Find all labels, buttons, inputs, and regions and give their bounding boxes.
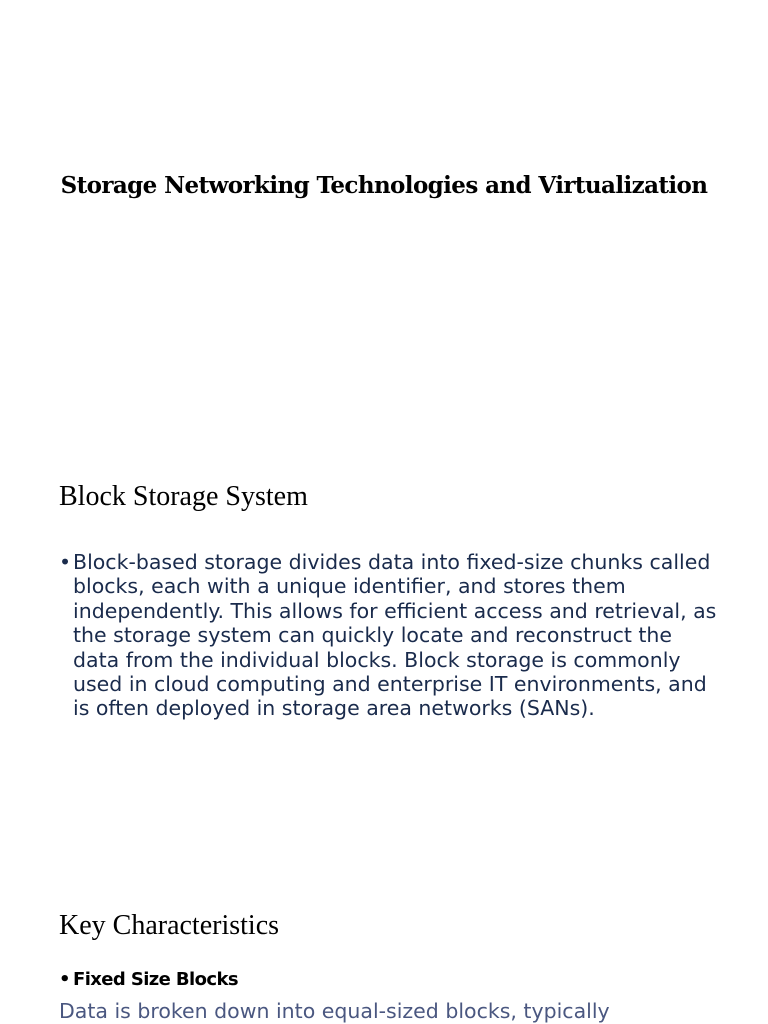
document-title: Storage Networking Technologies and Virtualization xyxy=(60,172,708,199)
bullet-marker: • xyxy=(59,550,72,574)
block-storage-bullet-list xyxy=(59,550,719,721)
block-storage-description: Block-based storage divides data into fixed-size chunks called blocks, each with a unique identifier, and stores them independently. This allows for efficient access and retrieval, as the storage system can quickly locate and reconstruct the data from the individual blocks. Block storage is commonly used in cloud computing and enterprise IT environments, and is often deployed in storage area networks (SANs). xyxy=(73,550,717,721)
characteristic-item-fixed-size-blocks xyxy=(59,968,719,992)
key-characteristics-list xyxy=(59,968,719,992)
characteristic-label: Fixed Size Blocks xyxy=(73,969,238,990)
key-characteristics-heading: Key Characteristics xyxy=(59,910,280,941)
block-storage-heading: Block Storage System xyxy=(59,481,308,512)
characteristic-description: Data is broken down into equal-sized blocks, typically xyxy=(59,999,610,1023)
block-storage-bullet xyxy=(59,550,719,721)
bullet-marker: • xyxy=(59,969,70,990)
